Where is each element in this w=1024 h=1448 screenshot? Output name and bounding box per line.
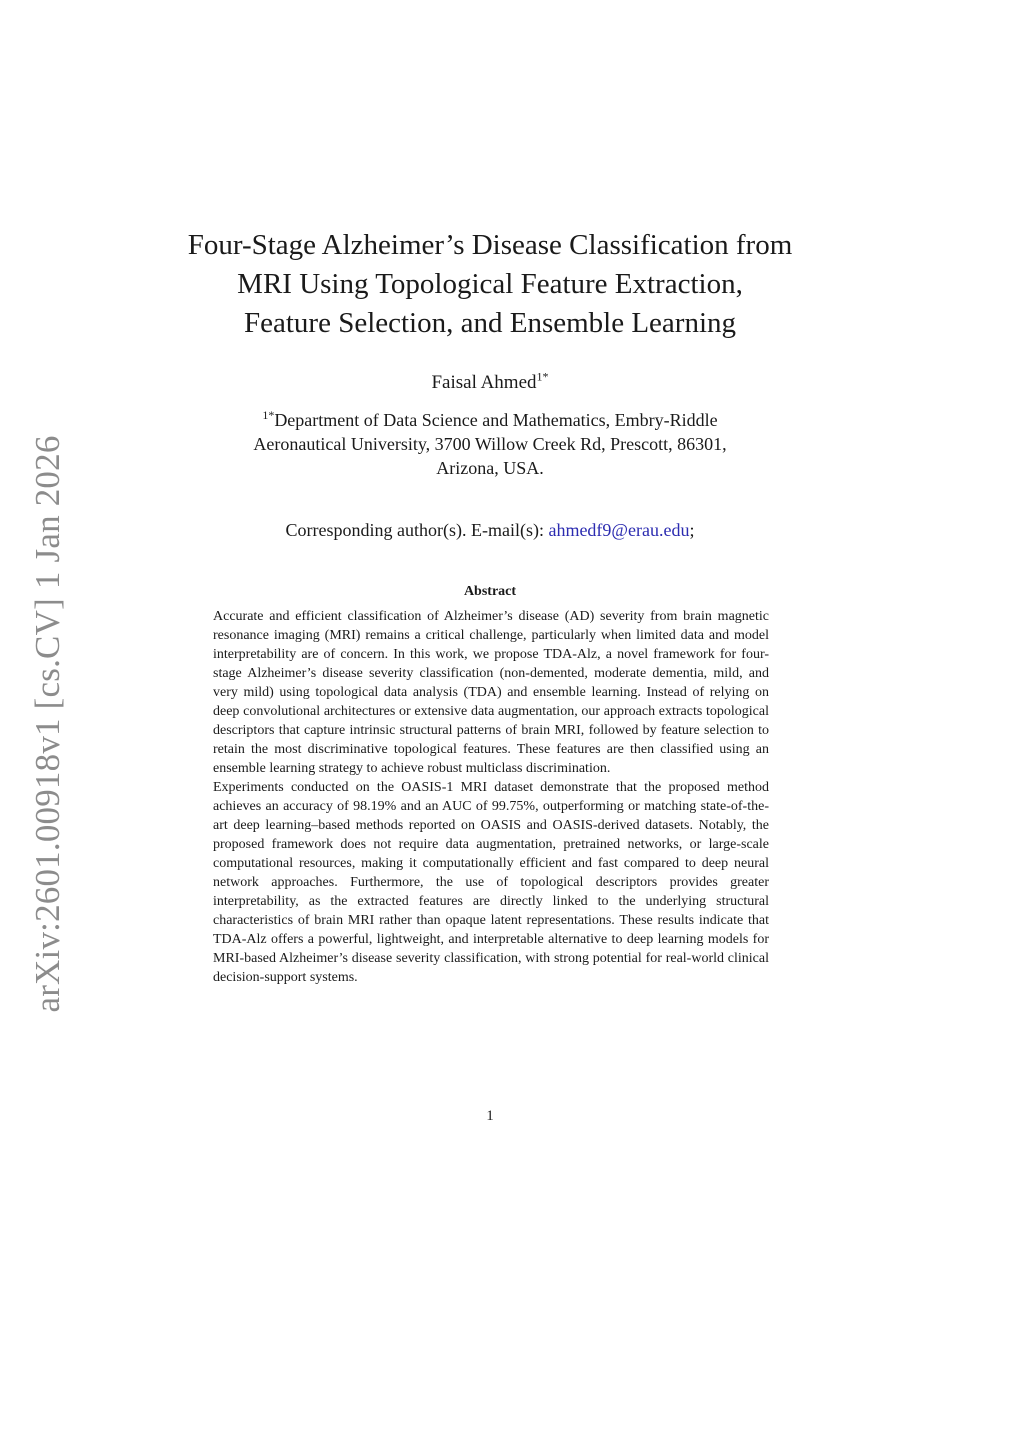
page-number: 1 [486, 1108, 494, 1124]
abstract-body [213, 607, 769, 987]
arxiv-identifier-stamp: arXiv:2601.00918v1 [cs.CV] 1 Jan 2026 [28, 435, 67, 1013]
abstract-paragraph: Accurate and efficient classification of Alzheimer’s disease (AD) severity from brain magnetic resonance imaging (MRI) remains a critical challenge, particularly when limited data and model interpretability are of concern. In this work, we propose TDA-Alz, a novel framework for four-stage Alzheimer’s disease severity classification (non-demented, moderate dementia, mild, and very mild) using topological data analysis (TDA) and ensemble learning. Instead of relying on deep convolutional architectures or extensive data augmentation, our approach extracts topological descriptors that capture intrinsic structural patterns of brain MRI, followed by feature selection to retain the most discriminative topological features. These features are then classified using an ensemble learning strategy to achieve robust multiclass discrimination. [213, 609, 769, 776]
affiliation-line [160, 408, 820, 432]
affiliation-line: Aeronautical University, 3700 Willow Creek Rd, Prescott, 86301, [253, 434, 727, 454]
author-email-link[interactable]: ahmedf9@erau.edu [548, 520, 690, 540]
title-line: Feature Selection, and Ensemble Learning [243, 307, 737, 339]
corresponding-author-line [160, 520, 820, 541]
title-line: MRI Using Topological Feature Extraction, [237, 268, 743, 300]
affiliation-text: Department of Data Science and Mathematics, Embry-Riddle [274, 410, 718, 430]
author-name: Faisal Ahmed [431, 372, 537, 393]
title-line: Four-Stage Alzheimer’s Disease Classification from [187, 229, 793, 261]
author-superscript: 1* [536, 369, 549, 384]
abstract-heading: Abstract [463, 584, 517, 599]
corresponding-label: Corresponding author(s). E-mail(s): [285, 520, 549, 540]
author-line [160, 369, 820, 394]
affiliation-block [160, 408, 820, 480]
corresponding-suffix: ; [689, 520, 695, 540]
paper-title [160, 226, 820, 343]
affiliation-superscript: 1* [262, 408, 275, 422]
abstract-paragraph: Experiments conducted on the OASIS-1 MRI dataset demonstrate that the proposed method achieves an accuracy of 98.19% and an AUC of 99.75%, outperforming or matching state-of-the-art deep learning–based methods reported on OASIS and OASIS-derived datasets. Notably, the proposed framework does not require data augmentation, pretrained networks, or large-scale computational resources, making it computationally efficient and fast compared to deep neural network approaches. Furthermore, the use of topological descriptors provides greater interpretability, as the extracted features are directly linked to the underlying structural characteristics of brain MRI rather than opaque latent representations. These results indicate that TDA-Alz offers a powerful, lightweight, and interpretable alternative to deep learning models for MRI-based Alzheimer’s disease severity classification, with strong potential for real-world clinical decision-support systems. [213, 780, 769, 985]
affiliation-line: Arizona, USA. [436, 458, 544, 478]
